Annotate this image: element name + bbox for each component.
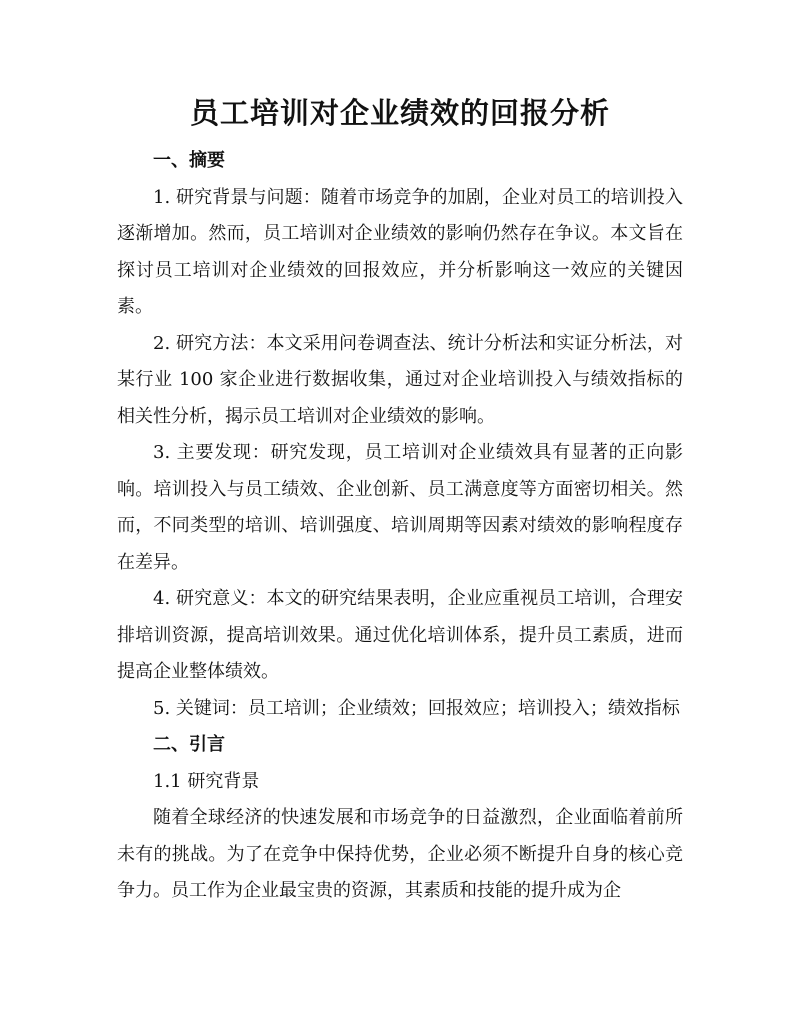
- section-heading-introduction: 二、引言: [153, 734, 225, 755]
- abstract-item-findings: 3. 主要发现：研究发现，员工培训对企业绩效具有显著的正向影响。培训投入与员工绩效、企业创新、员工满意度等方面密切相关。然而，不同类型的培训、培训强度、培训周期等因素对绩效的影响程度存在差异。: [117, 442, 683, 573]
- document-title: 员工培训对企业绩效的回报分析: [189, 96, 610, 130]
- intro-paragraph: 随着全球经济的快速发展和市场竞争的日益激烈，企业面临着前所未有的挑战。为了在竞争中保持优势，企业必须不断提升自身的核心竞争力。员工作为企业最宝贵的资源，其素质和技能的提升成为企: [117, 807, 683, 901]
- abstract-item-keywords: 5. 关键词：员工培训；企业绩效；回报效应；培训投入；绩效指标: [153, 697, 680, 719]
- abstract-item-background: 1. 研究背景与问题：随着市场竞争的加剧，企业对员工的培训投入逐渐增加。然而，员工培训对企业绩效的影响仍然存在争议。本文旨在探讨员工培训对企业绩效的回报效应，并分析影响这一效应的关键因素。: [117, 186, 683, 317]
- document-body: [117, 143, 683, 910]
- subsection-heading-research-background: 1.1 研究背景: [153, 770, 260, 792]
- abstract-item-significance: 4. 研究意义：本文的研究结果表明，企业应重视员工培训，合理安排培训资源，提高培训效果。通过优化培训体系，提升员工素质，进而提高企业整体绩效。: [117, 588, 683, 682]
- section-heading-abstract: 一、摘要: [153, 150, 225, 171]
- abstract-item-method: 2. 研究方法：本文采用问卷调查法、统计分析法和实证分析法，对某行业 100 家企业进行数据收集，通过对企业培训投入与绩效指标的相关性分析，揭示员工培训对企业绩效的影响。: [117, 332, 683, 427]
